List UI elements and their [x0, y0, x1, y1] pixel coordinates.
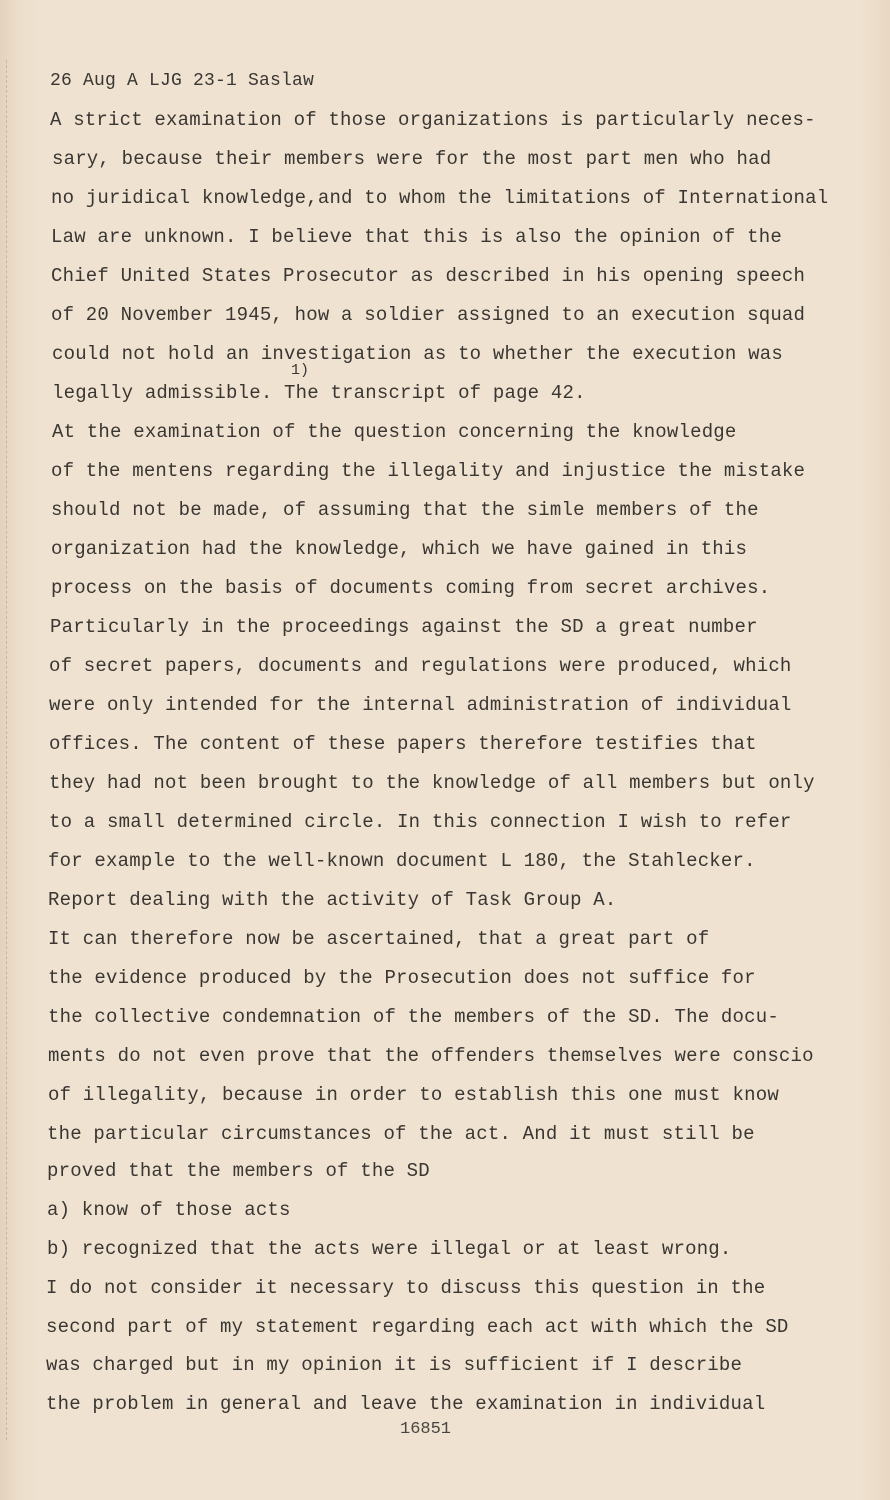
- footnote-marker: 1): [291, 362, 310, 379]
- text-line: of the mentens regarding the illegality and injustice the mistake: [51, 460, 806, 482]
- text-line: the collective condemnation of the members of the SD. The docu-: [48, 1006, 779, 1028]
- text-line: process on the basis of documents coming from secret archives.: [51, 577, 771, 599]
- list-item-b: b) recognized that the acts were illegal or at least wrong.: [47, 1238, 732, 1260]
- text-line: the problem in general and leave the examination in individual: [46, 1393, 766, 1415]
- text-line: of 20 November 1945, how a soldier assigned to an execution squad: [51, 304, 806, 326]
- text-line: Chief United States Prosecutor as described in his opening speech: [51, 265, 806, 287]
- page-edge-perforation: [6, 60, 10, 1440]
- text-line: A strict examination of those organizations is particularly neces-: [50, 109, 816, 131]
- text-line: to a small determined circle. In this connection I wish to refer: [49, 811, 792, 833]
- text-line: It can therefore now be ascertained, that a great part of: [48, 928, 710, 950]
- text-line: proved that the members of the SD: [47, 1160, 430, 1182]
- text-line: of secret papers, documents and regulations were produced, which: [49, 655, 792, 677]
- text-line: they had not been brought to the knowledge of all members but only: [49, 772, 815, 794]
- text-line: was charged but in my opinion it is sufficient if I describe: [46, 1354, 743, 1376]
- page-number: 16851: [400, 1420, 452, 1439]
- page-header: 26 Aug A LJG 23-1 Saslaw: [50, 71, 315, 91]
- text-line: for example to the well-known document L 180, the Stahlecker.: [48, 850, 756, 872]
- text-line: were only intended for the internal administration of individual: [49, 694, 792, 716]
- text-line: offices. The content of these papers therefore testifies that: [49, 733, 757, 755]
- text-line: I do not consider it necessary to discuss this question in the: [46, 1277, 766, 1299]
- text-line: organization had the knowledge, which we have gained in this: [51, 538, 748, 560]
- text-line: sary, because their members were for the most part men who had: [52, 148, 772, 170]
- text-line: At the examination of the question concerning the knowledge: [52, 421, 737, 443]
- text-line: could not hold an investigation as to whether the execution was: [52, 343, 783, 365]
- text-line: the particular circumstances of the act. And it must still be: [47, 1123, 755, 1145]
- text-line: Report dealing with the activity of Task Group A.: [48, 889, 617, 911]
- text-line: Law are unknown. I believe that this is also the opinion of the: [51, 226, 782, 248]
- text-line: of illegality, because in order to establish this one must know: [48, 1084, 779, 1106]
- text-line: no juridical knowledge,and to whom the limitations of International: [51, 187, 829, 209]
- text-line: second part of my statement regarding each act with which the SD: [46, 1316, 789, 1338]
- text-line: the evidence produced by the Prosecution does not suffice for: [48, 967, 756, 989]
- text-line: legally admissible. The transcript of page 42.: [52, 382, 586, 404]
- text-line: ments do not even prove that the offenders themselves were conscio: [48, 1045, 814, 1067]
- list-item-a: a) know of those acts: [47, 1199, 291, 1221]
- text-line: Particularly in the proceedings against the SD a great number: [50, 616, 758, 638]
- text-line: should not be made, of assuming that the simle members of the: [51, 499, 759, 521]
